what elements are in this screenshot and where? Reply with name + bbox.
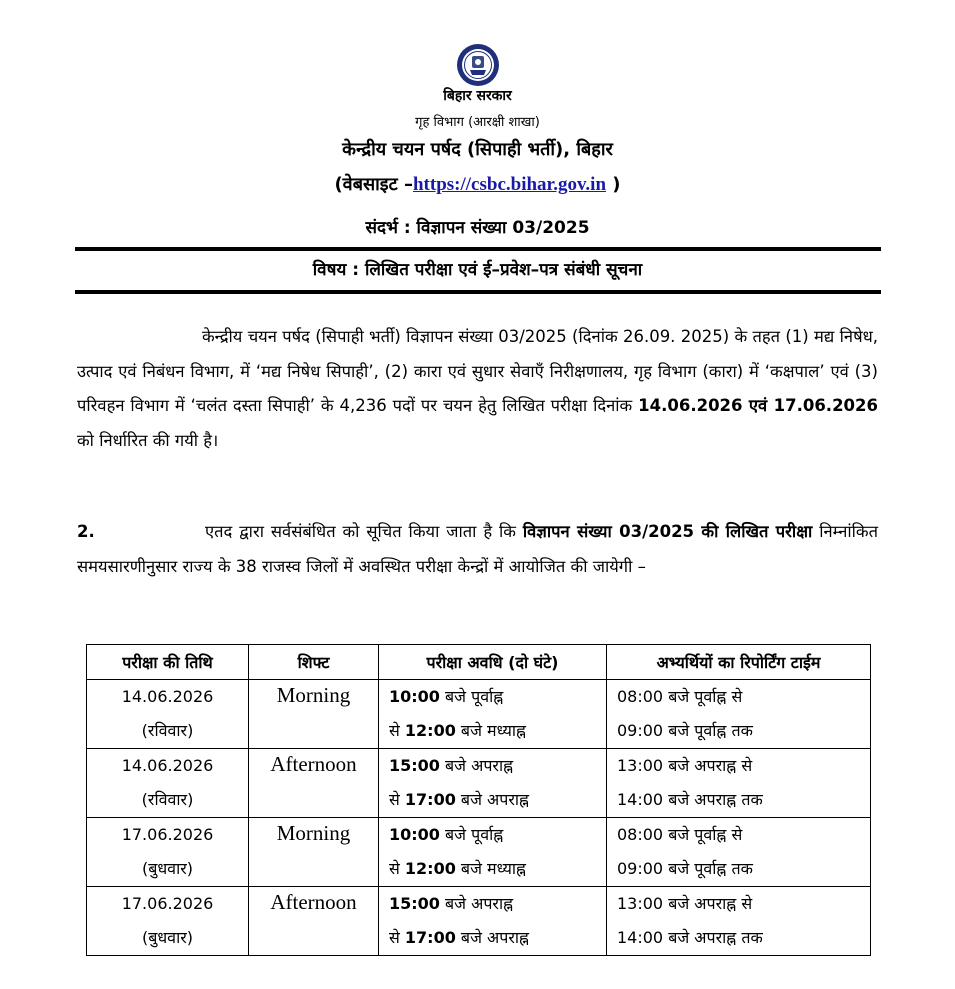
board-name: केन्द्रीय चयन पर्षद (सिपाही भर्ती), बिहार: [342, 139, 613, 160]
row-shift: Morning: [276, 821, 351, 845]
table-header-row: [87, 645, 871, 680]
website-label: (वेबसाइट –: [334, 174, 413, 195]
subject-line: विषय : लिखित परीक्षा एवं ई–प्रवेश–पत्र संबंधी सूचना: [312, 260, 643, 280]
row-duration-to: से 12:00 बजे मध्याह्न: [389, 721, 526, 740]
row-reporting-from: 13:00 बजे अपराह्न से: [617, 894, 753, 913]
row-reporting-to: 09:00 बजे पूर्वाह्न तक: [617, 721, 753, 740]
row-duration-from: 15:00 बजे अपराह्न: [389, 756, 514, 775]
para1-tail: को निर्धारित की गयी है।: [77, 430, 219, 450]
row-shift: Afternoon: [270, 890, 357, 914]
para1-text: केन्द्रीय चयन पर्षद (सिपाही भर्ती) विज्ञापन संख्या 03/2025 (दिनांक 26.09. 2025) के तहत (1) मद्य निषेध, उत्पाद एवं निबंधन विभाग, में ‘मद्य निषेध सिपाही’, (2) कारा एवं सुधार सेवाएँ निरीक्षणालय, गृह विभाग (कारा) में ‘कक्षपाल’ एवं (3) परिवहन विभाग में ‘चलंत दस्ता सिपाही’ के 4,236 पदों पर चयन हेतु लिखित परीक्षा दिनांक: [77, 327, 878, 415]
para2-tail: निम्नांकित समयसारणीनुसार राज्य के 38 राजस्व जिलों में अवस्थित परीक्षा केन्द्रों में आयोजित की जायेगी –: [77, 522, 878, 576]
reference-line: संदर्भ : विज्ञापन संख्या 03/2025: [365, 218, 590, 238]
row-reporting-from: 08:00 बजे पूर्वाह्न से: [617, 825, 743, 844]
row-day: (बुधवार): [141, 928, 194, 947]
header-date: परीक्षा की तिथि: [87, 645, 249, 680]
row-duration-from: 10:00 बजे पूर्वाह्न: [389, 687, 504, 706]
row-duration-from: 10:00 बजे पूर्वाह्न: [389, 825, 504, 844]
header-shift: शिफ्ट: [249, 645, 379, 680]
website-link[interactable]: https://csbc.bihar.gov.in: [412, 174, 607, 195]
row-day: (बुधवार): [141, 859, 194, 878]
paragraph-1: [77, 320, 878, 458]
table-row: [87, 749, 871, 818]
govt-name: बिहार सरकार: [443, 88, 512, 104]
row-duration-to: से 12:00 बजे मध्याह्न: [389, 859, 526, 878]
row-reporting-to: 14:00 बजे अपराह्न तक: [617, 928, 763, 947]
para1-dates: 14.06.2026 एवं 17.06.2026: [638, 396, 878, 415]
para2-bold: विज्ञापन संख्या 03/2025 की लिखित परीक्षा: [522, 522, 813, 541]
row-reporting-from: 08:00 बजे पूर्वाह्न से: [617, 687, 743, 706]
row-reporting-to: 09:00 बजे पूर्वाह्न तक: [617, 859, 753, 878]
row-date: 17.06.2026: [121, 894, 214, 913]
row-duration-to: से 17:00 बजे अपराह्न: [389, 790, 529, 809]
exam-schedule-table: [86, 644, 871, 956]
table-row: [87, 680, 871, 749]
row-duration-from: 15:00 बजे अपराह्न: [389, 894, 514, 913]
row-shift: Morning: [276, 683, 351, 707]
paragraph-2: [77, 515, 878, 584]
row-shift: Afternoon: [270, 752, 357, 776]
row-date: 17.06.2026: [121, 825, 214, 844]
para2-text: एतद द्वारा सर्वसंबंधित को सूचित किया जाता है कि: [205, 522, 516, 541]
bottom-rule: [75, 290, 881, 294]
bihar-police-seal-icon: [456, 43, 500, 87]
top-rule: [75, 247, 881, 251]
row-duration-to: से 17:00 बजे अपराह्न: [389, 928, 529, 947]
website-line: [0, 172, 955, 196]
table-row: [87, 818, 871, 887]
row-date: 14.06.2026: [121, 687, 214, 706]
row-day: (रविवार): [141, 721, 194, 740]
header-reporting: अभ्यर्थियों का रिपोर्टिंग टाईम: [607, 645, 871, 680]
row-date: 14.06.2026: [121, 756, 214, 775]
website-close: ): [606, 174, 621, 195]
table-row: [87, 887, 871, 956]
row-reporting-to: 14:00 बजे अपराह्न तक: [617, 790, 763, 809]
department-name: गृह विभाग (आरक्षी शाखा): [415, 115, 540, 130]
para2-number: 2.: [77, 522, 95, 541]
header-duration: परीक्षा अवधि (दो घंटे): [379, 645, 607, 680]
row-reporting-from: 13:00 बजे अपराह्न से: [617, 756, 753, 775]
row-day: (रविवार): [141, 790, 194, 809]
